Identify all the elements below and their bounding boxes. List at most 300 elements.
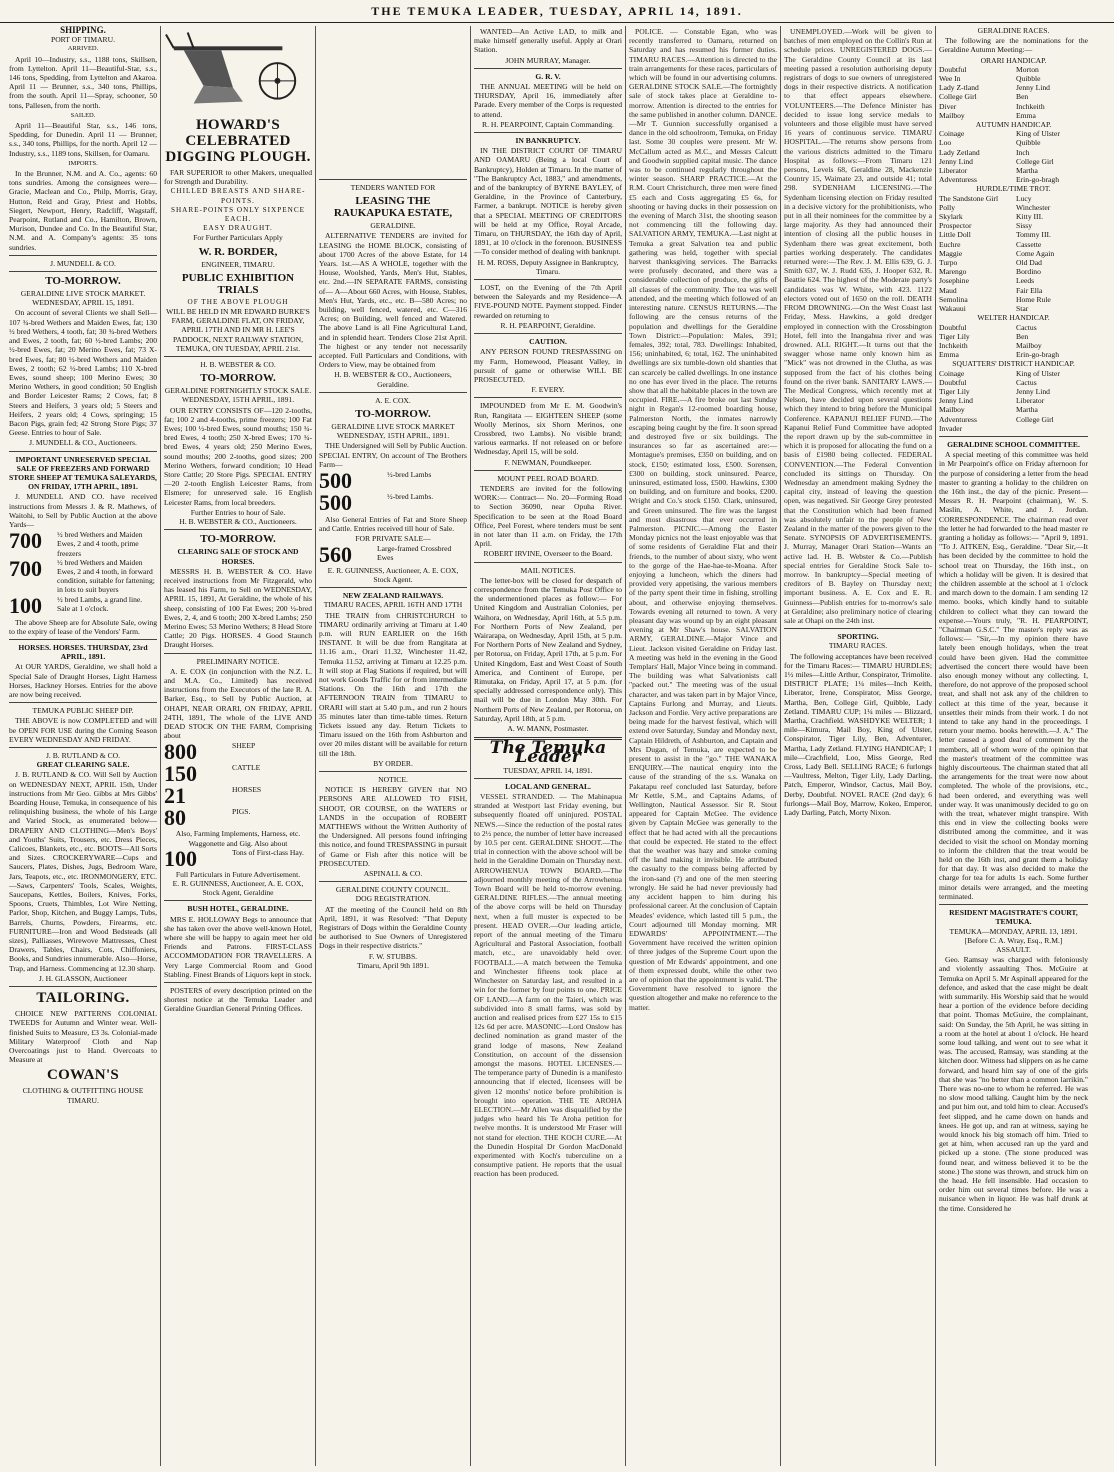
horse-name: Sissy [1016, 221, 1033, 231]
nomination-list [939, 194, 1088, 314]
horse-name: King of Ulster [1016, 129, 1060, 139]
lot-row [164, 807, 312, 829]
wanted-ad: WANTED—An Active LAD, to milk and make himself generally useful. Apply at Orari Station. [474, 27, 622, 55]
horse-name: Erin-go-bragh [1016, 175, 1060, 185]
horses-heading: HORSES. HORSES. THURSDAY, 23rd APRIL, 1891. [18, 642, 148, 662]
horse-name: Come Again [1016, 248, 1055, 258]
sailed-text: April 11—Beautiful Star, s.s., 146 tons, Spedding, for Dunedin. April 11 — Brunner, s.s., 340 tons, Phillips, for the north. April 12 — Industry, s.s., 1189 tons, Skillsen, for Oamaru. [9, 121, 157, 158]
prelim-footer: Full Particulars in Future Advertisement. [175, 869, 301, 879]
divider [164, 529, 312, 530]
nomination-row [939, 129, 1088, 138]
tomorrow-heading: TO-MORROW. [45, 275, 121, 288]
plough-illustration [164, 26, 312, 114]
dog-text: AT the meeting of the Council held on 8th April, 1891, it was Resolved: "That Deputy Registrars of Dogs within the Geraldine County be authorised to Sue Owners of Unregistered Dogs in their respective districts." [319, 904, 467, 951]
masthead: THE TEMUKA LEADER, TUESDAY, APRIL 14, 1891. [0, 0, 1114, 23]
market-text: On account of several Clients we shall Sell—107 ¾-bred Wethers and Maiden Ewes, fat; 130 ½ bred Wethers, 4 tooth, fat; 30 ¾-bred Wethers and Ewes, 2 tooth, fat; 60 ½-bred Lambs; 200 ½-bred Ewes, fat; 20 Merino Ewes, fat; 73 X-bred Ewes, fat; 80 ½-bred Wethers and Maiden Ewes, 2 tooth; 62 ½-bred Lambs; 110 X-bred Ewes, sound sheep; 100 Merino Ewes; 30 Merino Wethers, in good condition; 50 English and Border Leicester Rams; 2 Cows, fat; 8 Steers and Heifers, 3 years old; 5 Steers and Heifers, 2 years old; 4 Cows, springing; 15 Bacon Pigs, grain fed; 42 Strong Store Pigs; 37 Geese. Entries to hour of Sale. [9, 308, 157, 438]
nomination-row [939, 102, 1088, 111]
bankruptcy-signatory: H. M. ROSS, Deputy Assignee in Bankruptcy, Timaru. [477, 257, 619, 276]
road-board-signatory: ROBERT IRVINE, Overseer to the Board. [483, 549, 613, 559]
divider [9, 639, 157, 640]
agent-name: J. B. RUTLAND & CO. [45, 751, 121, 761]
horse-name: Cactus [1016, 322, 1037, 332]
plough-feature: CHILLED BREASTS AND SHARE-POINTS. [170, 187, 306, 205]
horse-name: Tiger Lily [939, 331, 970, 341]
cowans-heading: COWAN'S [46, 1067, 120, 1084]
divider [474, 562, 622, 563]
nomination-row [939, 111, 1088, 120]
lost-signatory: R. H. PEARPOINT, Geraldine. [500, 320, 596, 330]
nomination-row [939, 249, 1088, 258]
handicap-heading: ORARI HANDICAP. [980, 55, 1047, 65]
caution-heading: CAUTION. [529, 337, 567, 347]
lot-desc: ½ bred Wethers and Maiden Ewes, 2 and 4 tooth, prime freezers [57, 530, 143, 558]
handicap-heading: SQUATTERS' DISTRICT HANDICAP. [952, 359, 1075, 369]
horse-name: Ben [1016, 92, 1029, 102]
road-board-text: TENDERS are invited for the following WORK:— Contract— No. 20—Forming Road to Section 36090, near Opuha River. Specification to be seen at the Road Board Office, Peel Forest, where tenders must be sent in not later than 11 a.m. on Friday, the 17th April. [474, 483, 622, 549]
divider [164, 900, 312, 901]
handicap-heading: HURDLE/TIME TROT. [976, 184, 1051, 194]
divider [164, 653, 312, 654]
horse-name: College Girl [1016, 414, 1054, 424]
sailed-label: SAILED. [70, 111, 96, 119]
special-sale-heading: IMPORTANT UNRESERVED SPECIAL SALE OF FREEZERS AND FORWARD STORE SHEEP AT TEMUKA SALEYARDS, ON FRIDAY, 17TH APRIL, 1891. [9, 454, 157, 492]
horse-name: College Girl [939, 92, 977, 102]
lot-number: 21 [164, 783, 186, 809]
column-5 [626, 26, 781, 1466]
divider [474, 470, 622, 471]
horse-name: Marengo [939, 267, 967, 277]
horse-name: Emma [939, 350, 959, 360]
races-subheading: TIMARU RACES, APRIL 16TH AND 17TH [323, 600, 463, 610]
nomination-row [939, 240, 1088, 249]
cowans-subtitle: CLOTHING & OUTFITTING HOUSE TIMARU. [22, 1086, 144, 1105]
nomination-row [939, 378, 1088, 387]
grv-heading: G. R. V. [535, 71, 561, 81]
nomination-row [939, 276, 1088, 285]
agent-name: A. E. COX. [375, 395, 411, 405]
nomination-row [939, 221, 1088, 230]
nomination-row [939, 175, 1088, 184]
trials-sub: OF THE ABOVE PLOUGH [187, 297, 289, 306]
horse-name: Jenny Lind [1016, 83, 1050, 93]
railways-heading: NEW ZEALAND RAILWAYS. [342, 591, 444, 601]
divider [9, 451, 157, 452]
horse-name: Inchkeith [1016, 101, 1045, 111]
market-date: WEDNESDAY, APRIL 15, 1891. [32, 298, 134, 308]
horse-name: Erin-go-bragh [1016, 350, 1060, 360]
horse-name: Quibble [1016, 138, 1041, 148]
impounded-signatory: F. NEWMAN, Poundkeeper. [504, 457, 592, 467]
horse-name: Cactus [1016, 377, 1037, 387]
horse-name: Wee In [939, 74, 961, 84]
horse-name: College Girl [1016, 156, 1054, 166]
horse-name: Martha [1016, 166, 1038, 176]
nomination-row [939, 304, 1088, 313]
horse-name: Coinage [939, 129, 965, 139]
apply-text: For Further Particulars Apply [193, 233, 283, 243]
horse-name: Liberator [939, 166, 968, 176]
trials-heading: PUBLIC EXHIBITION TRIALS [181, 271, 295, 296]
nomination-row [939, 65, 1088, 74]
posters-text: POSTERS of every description printed on the shortest notice at the Temuka Leader and Geraldine Guardian General Printing Offices. [164, 986, 312, 1014]
lot-row [164, 845, 312, 871]
grv-signatory: R. H. PEARPOINT, Captain Commanding. [482, 119, 614, 129]
lot-number: 500 [319, 468, 352, 494]
divider [9, 986, 157, 987]
lot-row [319, 541, 467, 567]
horse-name: Fair Ella [1016, 285, 1043, 295]
plough-price: SHARE-POINTS ONLY SIXPENCE EACH. [170, 205, 306, 224]
sporting-heading: SPORTING. [837, 632, 879, 642]
horse-name: Martha [1016, 405, 1038, 415]
horse-name: Jenny Lind [1016, 386, 1050, 396]
divider [474, 397, 622, 398]
lot-number: 700 [9, 528, 42, 554]
divider [319, 179, 467, 180]
leader-nameplate: The Temuka Leader [489, 738, 607, 768]
auctioneers: H. B. WEBSTER & CO., Auctioneers. [179, 517, 297, 527]
lot-row [319, 470, 467, 492]
court-text: Geo. Ramsay was charged with feloniously and violently assaulting Thos. McGuire at Temuka on April 5. Mr Aspinall appeared for the defence, and asked that the case might be dealt with summarily. His Worship said that he would hear a portion of the evidence before deciding that point. Thomas McGuire, the complainant, said: On Sunday, the 5th April, he was sitting in a room at the hotel at about 1 o'clock. He heard some loud talking, and went out to see what it was. The accused, Ramsay, was standing at the kitchen door. Witness had slippers on as he came forward, and heard him say of one of the girls that she was "no better than a common larrikin." There was no-one to whom he referred. He was no slow mood talking. Caught him by the neck and put him out, and told him to clear. Accused's feet slipped, and he came down on hands and knees. He got up, and ran at witness, saying he would knock his big stomach off him. Tried to get at him, when accused ran up the yard and picked up a stone. (The stone produced was found near, and witness believed it to be the stone.) The stone was thrown, and struck him on the head. He fell insensible. Had occasion to order him out several times before. He was a nuisance when in liquor. He was half drunk at the time. Considered he [939, 955, 1088, 1213]
lot-row [9, 555, 157, 595]
horse-name: Maud [939, 285, 957, 295]
tenders-text: ALTERNATIVE TENDERS are invited for LEASING the HOME BLOCK, consisting of about 1700 Acres of the above Estate, for 14 Years. 1st.—AS A WHOLE, together with the House, Woolshed, Yards, Men's Hut, Stables, etc. 2nd.—IN SEPARATE FARMS, consisting of— A—About 660 Acres, with House, Stables, Men's Hut, Yards, etc., etc. B—580 Acres; no building, well fenced, watered, etc. C—316 Acres; on Building, well fenced and Watered. The above Land is all Fine Agricultural Land, and in splendid heart. Tenders Close 21st April. The highest or any tender not necessarily accepted. Full Particulars and Conditions, with Orders to View, may be obtained from [319, 231, 467, 370]
horse-name: Emma [1016, 110, 1036, 120]
clearing-text: J. B. RUTLAND & CO. Will Sell by Auction on WEDNESDAY NEXT, APRIL 15th, Under instructions from Mr Geo. Gibbs at Mrs Gibbs' Boarding House, Temuka, in consequence of his relinquishing business, the whole of his Large and Varied Stock, as enumerated below— DRAPERY AND CLOTHING—Men's Boys' and Youths' Suits, Trousers, etc. Dress Pieces, Calicoes, Blankets, etc., etc. BOOTS—All Sorts and Sizes. CROCKERYWARE—Cups and Saucers, Plates, Dishes, Jugs, Bedroom Ware, Jars, Teapots, etc., etc. IRONMONGERY, ETC.—Saws, Carpenters' Tools, Scales, Weights, Saucepans, Kettles, Boilers, Knives, Forks, Spoons, Cruets, Thimbles, Lot Wire Netting, Parlor, Shop, Kitchen, and Buggy Lamps, Tubs, Barrels, Churns, Powders, Firearms, etc. FURNITURE—Iron and Wood Bedsteads (all sizes), Palliasses, Wirewove Mattresses, Chest Drawers, Tables, Chairs, Cots, Chiffoniers, Books, and Sundries innumerable. Also—Horse, Trap, and Harness. Commencing at 12.30 sharp. [9, 770, 157, 973]
nomination-row [939, 424, 1088, 433]
lot-number: 560 [319, 541, 352, 567]
column-3 [316, 26, 471, 1466]
nomination-row [939, 74, 1088, 83]
nomination-list [939, 129, 1088, 184]
nomination-row [939, 341, 1088, 350]
horse-name: Bordino [1016, 267, 1041, 277]
sale-entries: OUR ENTRY CONSISTS OF—120 2-tooths, fat; 100 2 and 4-tooths, prime freezers; 100 Fat Ewes; 100 ½-bred Ewes, sound mouths; 150 ¾-bred Ewes, 4 tooth; 250 X-bred Ewes; 170 ¾-bred Ewes, 4 years old; 250 Merino Ewes, sound mouths; 200 2-tooths, good sizes; 200 Merino Wethers, forward condition; 10 Head Store Cattle; 20 Store Pigs. SPECIAL ENTRY—20 2-tooth English Leicester Rams, from Elsmere; for unreserved sale. 16 English Leicester Rams, from local breeders. [164, 405, 312, 507]
trials-text: WILL BE HELD IN MR EDWARD BURKE'S FARM, GERALDINE FLAT, ON FRIDAY, APRIL 17TH AND IN MR H. LEE'S PADDOCK, NEXT RAILWAY STATION, TEMUKA, ON TUESDAY, APRIL 21st. [166, 307, 310, 353]
nomination-row [939, 396, 1088, 405]
caution-text: ANY PERSON FOUND TRESPASSING on my Farm, Homewood, Pleasant Valley, in pursuit of game or otherwise WILL BE PROSECUTED. [474, 347, 622, 384]
notice-text: NOTICE IS HEREBY GIVEN that NO PERSONS ARE ALLOWED TO FISH, SHOOT, OR COURSE, on the WATERS or LANDS in the occupation of ROBERT MATTHEWS without the Written Authority of the Undersigned. All persons found infringing this notice, and found TRESPASSING in pursuit of Game or Fish after this notice will be PROSECUTED. [319, 785, 467, 868]
lot-desc: SHEEP [232, 741, 256, 751]
nomination-list [939, 323, 1088, 360]
lot-desc: ½ bred Wethers and Maiden Ewes, 2 and 4 tooth, in forward condition, suitable for fattening; in lots to suit buyers [57, 557, 155, 595]
wanted-signatory: JOHN MURRAY, Manager. [505, 55, 591, 65]
divider [164, 982, 312, 983]
nomination-list [939, 65, 1088, 120]
horse-name: Lucy [1016, 193, 1032, 203]
lot-row [164, 785, 312, 807]
nomination-row [939, 212, 1088, 221]
column-4 [471, 26, 626, 1466]
special-sale-text: J. MUNDELL AND CO. have received instructions from Messrs J. & R. Mathews, of Waitohi, to Sell by Public Auction at the above Yards— [9, 492, 157, 529]
lot-row [164, 741, 312, 763]
horse-name: Josephine [939, 276, 969, 286]
plough-heading: HOWARD'S CELEBRATED DIGGING PLOUGH. [165, 117, 311, 165]
dog-heading: DOG REGISTRATION. [355, 894, 431, 904]
horse-name: Semolina [939, 294, 968, 304]
mail-signatory: A. W. MANN, Postmaster. [507, 724, 589, 734]
lot-number: 800 [164, 739, 197, 765]
divider [939, 904, 1088, 905]
news-text: UNEMPLOYED.—Work will be given to batches of men employed on the Collin's Run at schedule prices. UNREGISTERED DOGS.—The Geraldine County Council at its last meeting passed a resolution authorising deputy registrars of dogs to sue owners of unregistered dogs in their respective districts. A notification to that effect appears elsewhere. VOLUNTEERS.—The Defence Minister has decided to issue long service medals to volunteers and those eligible must have served 16 years of continuous service. TIMARU HOSPITAL.—The returns show persons from the various districts admitted to the Timaru Hospital as follows:—From Timaru 121 persons, Levels 68, Geraldine 28, Mackenzie Country 15, Waimate 23, and outside 41; total 298. SYDENHAM LICENSING.—The Sydenham licensing election on Friday resulted in a decisive victory for the prohibitionists, who put in all their nominees for the committee by a large majority. As they had announced their intention of closing all the public houses in Sydenham there was great excitement, both parties working desperately. The candidates returned were:—The Rev. J. M. Ellis 639, G. J. Smith 637, W. J. Rudd 635, J. Hooper 632, R. Beattie 624. The highest of the Moderate party's candidates was W. White, with 423. 1122 electors voted out of 1650 on the roll. DEATH FROM DROWNING.—On the West Coast last Friday, Mess. Hawkins, a gold dredger employed in connection with the Crossbington Hotel, fell into the Inangahua river and was drowned. ALL RIGHT.—It turns out that the swagger whose name only known him as "Mick" was not drowned in the Clutha, as was supposed from the fact of his clothes being found on the river bank. SANITARY LAWS.—The Medical Congress, which recently met at Nelson, have decided upon several questions which they intend to bring before the Municipal Conference. KAPANUI RELIEF FUND.—The Kapanui Relief Fund Committee have adopted the report drawn up by the sub-committee in which it is proposed for allocating the fund on a basis of £1980 being collected. FEDERAL CONVENTION.—The Federal Convention concluded its sittings on Thursday. On Wednesday an amendment making Sydney the capital city, instead of leaving the question open, was negatived. Sir George Grey protested that the Constitution which had been framed was absolutely unfair to the people of New Zealand in the matter of the powers given to the Senate. SYNOPSIS OF ADVERTISEMENTS. J. Murray, Manager Orari Station—Wants an active lad. H. B. Webster & Co.—Publish special entries for Geraldine Stock Sale to-morrow. In bankruptcy—Special meeting of creditors of B. Bayley on Thursday next; important business. A. E. Cox and E. R. Guinness—Publish entries for to-morrow's sale at Geraldine; also preliminary notice of clearing sale at Ohapi on the 24th inst. [784, 27, 932, 625]
estate-heading: LEASING THE RAUKAPUKA ESTATE, [333, 195, 453, 220]
sale-footnote: Further Entries to hour of Sale. [190, 507, 286, 517]
nomination-row [939, 203, 1088, 212]
estate-location: GERALDINE. [370, 221, 416, 231]
nomination-row [939, 405, 1088, 414]
horse-name: Turpo [939, 258, 958, 268]
lost-ad: LOST, on the Evening of the 7th April between the Saleyards and my Residence—A FIVE-POUND NOTE. Payment stopped. Finder rewarded on returning to [474, 283, 622, 320]
horse-name: Skylark [939, 212, 963, 222]
horse-name: Doubtful [939, 377, 967, 387]
horse-name: Morton [1016, 64, 1039, 74]
horse-name: Wakauui [939, 304, 966, 314]
column-6 [781, 26, 936, 1466]
nomination-row [939, 332, 1088, 341]
committee-heading: GERALDINE SCHOOL COMMITTEE. [947, 439, 1080, 449]
horse-name: Lady Z-tland [939, 83, 979, 93]
horse-name: Lady Zetland [939, 147, 980, 157]
prelim-also: Also, Farming Implements, Harness, etc. Waggonette and Gig. Also about [175, 829, 301, 848]
nomination-row [939, 166, 1088, 175]
horse-name: Winchester [1016, 202, 1051, 212]
horse-name: Inchkeith [939, 340, 968, 350]
news-text: POLICE. — Constable Egan, who was recently transferred to Oamaru, returned on Saturday and has resumed his former duties. TIMARU RACES.—Attention is directed to the train arrangements for these races, particulars of which will be found in our advertising columns. GERALDINE STOCK SALE.—The fortnightly sale of stock takes place at Geraldine to-morrow. Attention is directed to the entries for the same published in another column. DANCE.—Mr T. Gunnion successfully organised a dance in the old schoolroom, Temuka, on Friday last. Some 30 couples were present. Mr W. McCallum acted as M.C., and Messrs Calcutt and Goodwin supplied capital music. The dance was to be continued regularly throughout the winter season. SHARP PRACTICE.—At the R.M. Court Christchurch, three men were fined £5 each and Costs aggregating £5 6s, for shooting or having ducks in their possession on the evening of March 31st, the shooting season not commencing till the following day. SALVATION ARMY, TEMUKA.—Last night at Temuka a great Salvation tea and public gathering was held, together with special harvest thanksgiving services. The Barracks were profusely decorated, and there was a considerable collection of produce, the gifts of all classes of the community. The tea was well attended, and the meeting which followed of an interesting nature. CENSUS RETURNS.—The following are the census returns of the population and dwellings for the Geraldine Town District:—Population: Males, 391; females, 392; total, 783. Dwellings: Inhabited, 156; uninhabited, 6; total, 162. The uninhabited dwellings are six tumble-down old shanties that can scarcely be called dwellings. In one instance no one has ever lived in the place. The returns show that all the habitable places in the town are occupied. FIRE.—A fire broke out last Sunday night in Regan's 12-roomed boarding house, Palmerston North, the inmates narrowly escaping being caught by the fire. It soon spread and destroyed five or six buildings. The insurances so far as ascertained are:—Montague's premises, £350 on building, and on stock, £150; estimated loss, £500. Sorensen, £300 on building, stock uninsured. Pearce, uninsured, estimated loss, £500. Hawkins, £300 on building, and on furniture and books, £200. Wright and Co.'s stock £150. Clark, uninsured, and Green uninsured. The fire was the largest and most disastrous that ever occurred in Palmerston. PICNIC.—Among the Easter Monday picnics not the least enjoyable was that of some residents of Geraldine Flat and their friends, to the number of about sixty, who went to the gorge of the Hae-hae-te-Moana. After enjoying a luncheon, which the diners had provided very appetising, the various members of the party spent their time in fishing, strolling about, and otherwise enjoying themselves. Towards evening all returned to town. A very pleasant day was wound up by an eight pleasant evening at Mr Shaw's house. SALVATION ARMY, GERALDINE.—Major Vince and Lieut. Jackson visited Geraldine on Friday last. A meeting was held in the evening in the Good Templars' Hall, Major Vince being in command. The building was what Salvationists call "packed out." The meeting was of the usual character, and was taken part in by Major Vince, Captains Furlong and Murray, and Lieuts. Jackson and Fordie. Very active preparations are being made for the harvest festival, which will extend over Saturday, Sunday and Monday next, Captain Hildreth, of Ashburton, and Captain and Mrs Dugan, of Temuka, are expected to be present to assist in the "go." THE WANAKA ENQUIRY.—The nautical enquiry into the cause of the stranding of the s.s. Wanaka on Pakatapu reef concluded last Saturday, before Mr Kettle, S.M., and Captains Adams, of Wellington, Nautical Assessor. Sir R. Stout appeared for Captain McGee. The evidence given by Captain McGee was generally to the effect that he had acted with all the precautions that could be expected. He stated to the effect that the weather was hazy and smoke coming off the land making it invisible. He attributed the casualty to the compass being affected by the iron-sand (?) and one of the men steering wrongly. He said he had never previously had any accident happen to him during his professional career. At the conclusion of Captain Meades' evidence, which lasted till 5 p.m., the Court adjourned till Monday morning. MR EDWARDS' APPOINTMENT.—The Government have received the written opinion of three judges of the Supreme Court upon the question of Mr Edwards' appointment, and one of them expressed doubt, while the other two are of opinion that the appointment is valid. The Government have resolved to ignore the question altogether and make no reference to the matter. [629, 27, 777, 1012]
sale-title: GERALDINE FORTNIGHTLY STOCK SALE. [164, 386, 312, 396]
nomination-row [939, 194, 1088, 203]
grv-text: THE ANNUAL MEETING will be held on THURSDAY, April 16, immediately after Parade. Every member of the Corps is requested to attend. [474, 82, 622, 119]
nomination-row [939, 369, 1088, 378]
horse-name: Ben [1016, 331, 1029, 341]
bankruptcy-heading: IN BANKRUPTCY. [515, 136, 581, 146]
special-sale-footer: The above Sheep are for Absolute Sale, owing to the expiry of lease of the Vendors' Farm. [9, 617, 157, 636]
races-heading: TIMARU RACES. [828, 641, 888, 651]
horse-name: Quibble [1016, 74, 1041, 84]
divider [9, 255, 157, 256]
shipping-heading: SHIPPING. [60, 26, 106, 35]
nomination-row [939, 83, 1088, 92]
nomination-row [939, 323, 1088, 332]
horse-name: Loo [939, 138, 952, 148]
column-2 [161, 26, 316, 1466]
market-title: GERALDINE LIVE STOCK MARKET. [20, 289, 146, 299]
horses-text: At OUR YARDS, Geraldine, we shall hold a Special Sale of Draught Horses, Light Harness Horses, Hackney Horses. Entries for the above are now being received. [9, 662, 157, 699]
lot-number: 150 [164, 761, 197, 787]
horse-name: Diver [939, 101, 957, 111]
lot-row [319, 492, 467, 514]
horse-name: Kitty III. [1016, 212, 1043, 222]
plough-claim: FAR SUPERIOR to other Makers, unequalled for Strength and Durability. [164, 168, 312, 187]
tomorrow-heading: TO-MORROW. [200, 533, 276, 546]
tomorrow-heading: TO-MORROW. [355, 408, 431, 421]
road-board-heading: MOUNT PEEL ROAD BOARD. [497, 473, 599, 483]
leader-date: TUESDAY, APRIL 14, 1891. [503, 765, 593, 775]
nomination-row [939, 138, 1088, 147]
divider [164, 356, 312, 357]
sheep-dip-text: THE ABOVE is now COMPLETED and will be OPEN FOR USE during the Coming Season EVERY WEDNESDAY AND FRIDAY. [9, 716, 157, 744]
horse-name [1016, 424, 1088, 433]
sale-date: WEDNESDAY, 15TH APRIL, 1891. [181, 395, 295, 405]
clearing-heading: CLEARING SALE OF STOCK AND HORSES. [177, 547, 299, 566]
horse-name: Polly [939, 202, 956, 212]
nomination-row [939, 415, 1088, 424]
divider [319, 771, 467, 772]
railways-text: THE TRAIN from CHRISTCHURCH to TIMARU ordinarily arriving at Timaru at 1.40 p.m. will RUN EARLIER on the 16th INSTANT. It will be due from Rangitata at 11.16 a.m., Orari 11.32, Winchester 11.42, Temuka 11.52, arriving at Timaru at 12.25 p.m. It will stop at Flag Stations if required, but will not work Goods Traffic for or from intermediate Stations. On the 16th and 17th the AFTERNOON TRAIN from TIMARU to ORARI will start at 5.40 p.m., and run 2 hours 35 minutes later than time-table times. Return Tickets issued any day. Return Tickets to Timaru issued on the 16th from Ashburton and over 20 miles distant will be available for return till the 18th. [319, 610, 467, 758]
column-1 [6, 26, 161, 1466]
agent-name: H. B. WEBSTER & CO. [200, 360, 276, 370]
lot-desc: HORSES [232, 785, 262, 795]
horse-name: Prospector [939, 221, 972, 231]
divider [939, 436, 1088, 437]
horse-name: Little Doll [939, 230, 971, 240]
council-date: Timaru, April 9th 1891. [356, 960, 430, 970]
notice-heading: NOTICE. [378, 774, 408, 784]
tenders-small: TENDERS WANTED FOR [350, 183, 436, 192]
divider [319, 392, 467, 393]
nomination-row [939, 350, 1088, 359]
auctioneers: E. R. GUINNESS, Auctioneer, A. E. COX, Stock Agent, Geraldine [172, 878, 304, 898]
horse-name: Jenny Lind [939, 396, 973, 406]
nomination-row [939, 230, 1088, 239]
private-sale: FOR PRIVATE SALE— [355, 534, 431, 544]
horse-name: Coinage [939, 368, 965, 378]
horse-name: Maggie [939, 248, 963, 258]
hotel-heading: BUSH HOTEL, GERALDINE. [187, 904, 289, 914]
local-text: VESSEL STRANDED. — The Mahinapua stranded at Westport last Friday evening, but subsequently floated off uninjured. POSTAL NEWS.—Since the reduction of the postal rates to 2½ pence, the number of letter have increased by 10.5 per cent. GERALDINE SHOOT.—The trial in connection with the above school will be held in the Geraldine Domain on Thursday next. ARROWHENUA TOWN BOARD.—The adjourned monthly meeting of the Arrowhenua Town Board will be held to-morrow evening. GERALDINE RIFLES.—The annual meeting of the above corps will be held on Thursday next, when a full muster is expected to be present. HEAD OVER.—Our leading article, report of the annual meeting of the Timaru Agricultural and Pastoral Association, football match, etc., are unavoidably held over. FOOTBALL.—A match between the Temuka and Winchester fifteens took place at Winchester on Saturday last, and resulted in a win for the former by four points to one. PRICE OF LAND.—A farm on the Taieri, which was subdivided into 8 small farms, was sold by auction and realised prices from £27 15s to £15 12s 6d per acre. MASONIC—Lord Onslow has declined nomination as grand master of the grand lodge of masons, New Zealand Constitution, on account of the dissension amongst the masons. HOTEL LICENSES.—The temperance party of Dunedin is a manifesto announcing that if elected, licensees will be given 12 months' notice before prohibition is brought into operation. THE TE AROHA ELECTION.—Mr Allen was disqualified by the judges who heard his Te Aroha petition for twelve months. It is understood Mr Fraser will not stand for election. THE KOCH CURE.—At the Dunedin Hospital Dr Gordon MacDonald experimented with Koch's tuberculine on a consumptive patient. He reports that the usual reaction has been produced. [474, 792, 622, 1179]
races-intro: The following are the nominations for the Geraldine Autumn Meeting:— [939, 36, 1088, 55]
lot-number: 500 [319, 490, 352, 516]
prelim-text: A. E. COX (in conjunction with the N.Z. L. and M.A. Co., Limited) has received instructions from the Executors of the late R. A. Barker, Esq., to Sell by Public Auction, at OHAPI, NEAR ORARI, ON FRIDAY, APRIL 24TH, 1891, The whole of the LIVE AND DEAD STOCK ON THE FARM, Comprising about [164, 666, 312, 741]
port-heading: PORT OF TIMARU. [50, 35, 116, 45]
market-general: Also General Entries of Fat and Store Sheep and Cattle. Entries received till hour of Sale. [319, 515, 467, 534]
lot-desc: Tons of First-class Hay. [232, 847, 304, 857]
sheep-dip-heading: TEMUKA PUBLIC SHEEP DIP. [32, 706, 134, 716]
horse-name: Liberator [1016, 396, 1045, 406]
divider [474, 333, 622, 334]
court-date: TEMUKA—MONDAY, APRIL 13, 1891. [949, 926, 1078, 936]
lot-desc: CATTLE [232, 763, 261, 773]
horse-name: Mailboy [939, 405, 965, 415]
court-heading: RESIDENT MAGISTRATE'S COURT, TEMUKA. [949, 908, 1078, 927]
local-heading: LOCAL AND GENERAL. [505, 781, 591, 791]
horse-name: Jenny Lind [939, 156, 973, 166]
lot-desc: ½ bred Lambs, a grand line. Sale at 1 o'clock. [57, 594, 143, 613]
tailoring-text: CHOICE NEW PATTERNS COLONIAL TWEEDS for Autumn and Winter wear. Well-finished Suits to Measure, £3 3s. Colonial-made Military Waterproof Cloth and Nap Overcoatings just to Hand. Overcoats to Measure at [9, 1009, 157, 1065]
divider [784, 628, 932, 629]
court-bench: [Before C. A. Wray, Esq., R.M.] [964, 935, 1063, 945]
auctioneers: H. B. WEBSTER & CO., Auctioneers, Geraldine. [334, 370, 452, 389]
horse-name: The Sandstone Girl [939, 193, 999, 203]
horse-name: Invader [939, 423, 963, 433]
by-order: BY ORDER. [373, 758, 413, 768]
council-heading: GERALDINE COUNTY COUNCIL. [335, 885, 451, 895]
tomorrow-heading: TO-MORROW. [200, 372, 276, 385]
arrived-label: ARRIVED. [67, 45, 99, 53]
divider [474, 279, 622, 280]
sporting-text: The following acceptances have been received for the Timaru Races:— TIMARU HURDLES; 1½ miles—Little Arthur, Conspirator, Trimolite. DISTRICT PLATE; 1¼ miles—Inch Keith, Liberator, Irene, Conspirator, Miss George, Martha, Ben, College Girl, Quibble, Lady Zetland. TIMARU CUP; 1¼ miles — Blizzard, Martha, Crachfield. WASHDYKE WELTER; 1 mile—Kimura, Mail Boy, King of Ulster, Conspirator, Tiger Lily, Ben, Adventurer, Martha, Lady Zetland. FLYING HANDICAP; 1 mile—Crachfield, Loo, Miss George, Red Cross, Lady Bell. SELLING RACE; 6 furlongs—Vaultress, Melton, Tiger Lily, Lady Darling, Patch, Emperor, Windsor, Cactus, Mail Boy, Derby, Doubtful. NOVEL RACE (2nd day); 6 furlongs—Mail Boy, Marrow, Kokeo, Emperor, Lady Darling, Patch, Morty Nixon. [784, 651, 932, 818]
divider [319, 587, 467, 588]
divider [9, 747, 157, 748]
market-text: THE Undersigned will Sell by Public Auction. SPECIAL ENTRY, On account of The Brothers Farm— [319, 441, 467, 469]
lot-desc: PIGS. [232, 807, 251, 817]
horse-name: Doubtful [939, 322, 967, 332]
impounded-text: IMPOUNDED from Mr E. M. Goodwin's Run, Rangitata — EIGHTEEN SHEEP (some Woolly Merinos, six Shorn Merinos, one Crossbred, two Lambs). No visible brand; various earmarks. If not released on or before Wednesday, April 15, will be sold. [474, 401, 622, 457]
clearing-heading: GREAT CLEARING SALE. [36, 760, 130, 770]
tailoring-heading: TAILORING. [36, 990, 130, 1007]
nomination-row [939, 286, 1088, 295]
horse-name: Tiger Lily [939, 386, 970, 396]
lot-number: 80 [164, 805, 186, 831]
plough-ad-continuation [319, 26, 467, 176]
bankruptcy-text: IN THE DISTRICT COURT OF TIMARU AND OAMARU (Being a local Court of Bankruptcy), Holden at Timaru. In the matter of "The Bankruptcy Act, 1883," and amendments, and of the bankruptcy of BYRNE BAYLEY, of Geraldine, in the Province of Canterbury, Farmer, a bankrupt. NOTICE is hereby given that a SPECIAL MEETING OF CREDITORS will be held at my Office, Royal Arcade, Timaru, on THURSDAY, the 16th day of April, 1891, at 10 o'clock in the forenoon. BUSINESS—To consider method of dealing with bankrupt. [474, 146, 622, 257]
auctioneers: J. MUNDELL & CO., Auctioneers. [29, 438, 137, 448]
nomination-row [939, 92, 1088, 101]
horse-name: Doubtful [939, 64, 967, 74]
agent-name: J. MUNDELL & CO. [50, 258, 116, 268]
border-title: ENGINEER, TIMARU. [201, 259, 275, 269]
auctioneers: E. R. GUINNESS, Auctioneer, A. E. COX, Stock Agent. [327, 565, 459, 584]
auctioneer-name: J. H. GLASSON, Auctioneer [38, 973, 128, 983]
nomination-list [939, 369, 1088, 433]
lot-desc: ½-bred Lambs [387, 470, 432, 480]
imports-text: In the Brunner, N.M. and A. Co., agents: 60 tons sundries. Among the consignees were—Gracie, Maclean and Co., Philp, Morris, Gray, Hutton, Reid and Gray, Priest and Hobbs, Siegert, Newport, Henry, Radcliff, Wagstaff, Pearpoint, Rutland and Co., Hamilton, Brown, Murison, Dundee and Co. In the Beautiful Star, N.M. and A. Company's agents: 35 tons sundries. [9, 169, 157, 252]
lot-number: 700 [9, 555, 42, 581]
races-heading: GERALDINE RACES. [977, 26, 1050, 35]
horse-name: Inch [1016, 147, 1030, 157]
divider [9, 271, 157, 272]
plough-draught: EASY DRAUGHT. [203, 224, 273, 233]
horse-name: Adventuress [939, 175, 977, 185]
handicap-heading: AUTUMN HANDICAP. [975, 120, 1052, 130]
horse-name: Home Rule [1016, 294, 1051, 304]
newspaper-columns [6, 26, 1108, 1466]
hotel-text: MRS E. HOLLOWAY Begs to announce that she has taken over the above well-known Hotel, where she will be happy to again meet her old Friends and Patrons. FIRST-CLASS ACCOMMODATION FOR TRAVELLERS. A Very Large Commercial Room and Good Stabling. Finest Brands of Liquors kept in stock. [164, 914, 312, 979]
imports-label: IMPORTS. [68, 159, 98, 167]
council-signatory: F. W. STUBBS. [368, 951, 418, 961]
horse-name: Star [1016, 304, 1029, 314]
nomination-row [939, 148, 1088, 157]
divider [319, 881, 467, 882]
horse-name: Tommy III. [1016, 230, 1051, 240]
horse-name: Adventuress [939, 414, 977, 424]
prelim-heading: PRELIMINARY NOTICE. [196, 656, 280, 666]
nomination-row [939, 258, 1088, 267]
horse-name: Mailboy [1016, 340, 1042, 350]
mail-text: The letter-box will be closed for despatch of correspondence from the Temuka Post Office to the undermentioned places as follow:— For United Kingdom and Australian Colonies, per Waihora, on Wednesday, April 16th, at 5.5 p.m. For Northern Ports of New Zealand, per Wairarapa, on Wednesday, April 15th, at 5 p.m. For Northern Ports of New Zealand and Sydney, per Rotorua, on Friday, April 17th, at 5 p.m. For United Kingdom, East and West Coast of South America, and Continent of Europe, per Rimutaka, on Friday, April 17, at 5 p.m. (for specially addressed correspondence only). This mail will be due in London May 30th. For Northern Ports of New Zealand, per Rotorua, on Saturday, April 18th, at 5 p.m. [474, 575, 622, 723]
lot-number: 100 [164, 845, 197, 871]
lot-row [164, 763, 312, 785]
lot-desc: ½-bred Lambs. [387, 492, 434, 502]
divider [474, 68, 622, 69]
nomination-row [939, 387, 1088, 396]
horse-name: Euchre [939, 239, 961, 249]
horse-name: King of Ulster [1016, 368, 1060, 378]
lot-number: 100 [9, 592, 42, 618]
horse-name: Old Dad [1016, 258, 1042, 268]
handicap-heading: WELTER HANDICAP. [977, 313, 1050, 323]
arrived-text: April 10—Industry, s.s., 1188 tons, Skillsen, from Lyttelton. April 11—Beautiful-Star, s.s., 146 tons, Spedding, from Lyttelton and Akaroa. April 11 — Brunner, s.s., 340 tons, Phillips, from the south. April 11—Spray, schooner, 50 tons, Pallesen, from the north. [9, 54, 157, 110]
lot-desc: Large-framed Crossbred Ewes [377, 543, 452, 562]
mail-heading: MAIL NOTICES. [520, 565, 576, 575]
market-title: GERALDINE LIVE STOCK MARKET WEDNESDAY, 15TH APRIL, 1891. [331, 422, 455, 441]
divider [474, 778, 622, 779]
divider [9, 702, 157, 703]
committee-text: A special meeting of this committee was held in Mr Pearpoint's office on Friday afternoon for the purpose of considering a letter from the head master to granting a holiday to the children on the 16th inst., the day of the picnic. Present—Messrs R. H. Pearpoint (chairman), W. S. Maslin, A. White, and J. Jordan. CORRESPONDENCE. The chairman read over the letter he had forwarded to the head master re granting a holiday as follows:— "April 9, 1891. "To J. AITKEN, Esq., Geraldine. "Dear Sir,—It has been decided by the committee to hold the school treat on Thursday, the 16th inst., on which a holiday will be given. It is desired that the children assemble at the school at 1 o'clock and march down to the domain. I am sending 12 memo. books, which kindly hand to suitable children to collect what they can toward the expense.—Yours truly, "R. H. PEARPOINT, "Chairman G.S.C." The master's reply was as follows:— "Sir,—In my opinion there have lately been enough holidays, when the treat could have been given. Had the committee advertised the concert there would have been also enough money without any collecting. I, therefore, do not approve of the proposed school treat, and shall not ask any of the children to collect at this time of the year, because it unsettles their minds from their work. I do not intend to take any hand in the proceedings. I return your memo. books herewith.—J. A." The letter caused a good deal of comment by the members, all of whom were of the opinion that the master's treatment of the committee was highly discourteous. The chairman stated that all the arrangements for the treat were now about completed. The whole of the provisions, etc., had been ordered, and everything was well under way. It was unanimously decided to go on with the treat, whatever might transpire. With this end in view the collecting books were distributed among the committee, and it was decided to visit the school on Monday morning to inform the children that the treat would be held on the 16th inst, and grant them a holiday for that day. It was also decided to make the charge for tea for adults 1s each. Some further minor details were arranged, and the meeting terminated. [939, 450, 1088, 901]
clearing-text: MESSRS H. B. WEBSTER & CO. Have received instructions from Mr Fitzgerald, who has leased his Farm, to Sell on WEDNESDAY, APRIL 15, 1891, At Geraldine, the whole of his sheep, consisting of 100 Fat Ewes; 200 ½-bred Ewes, 2, 4, and 6 tooth; 200 X-bred Lambs; 250 Merino Ewes; 53 Merino Wethers; 8 Head Store Cattle; 20 Pigs. HORSES. 4 Good Staunch Draught Horses. [164, 566, 312, 650]
horse-name: Leeds [1016, 276, 1035, 286]
notice-signatory: ASPINALL & CO. [363, 868, 423, 878]
column-7 [936, 26, 1091, 1466]
